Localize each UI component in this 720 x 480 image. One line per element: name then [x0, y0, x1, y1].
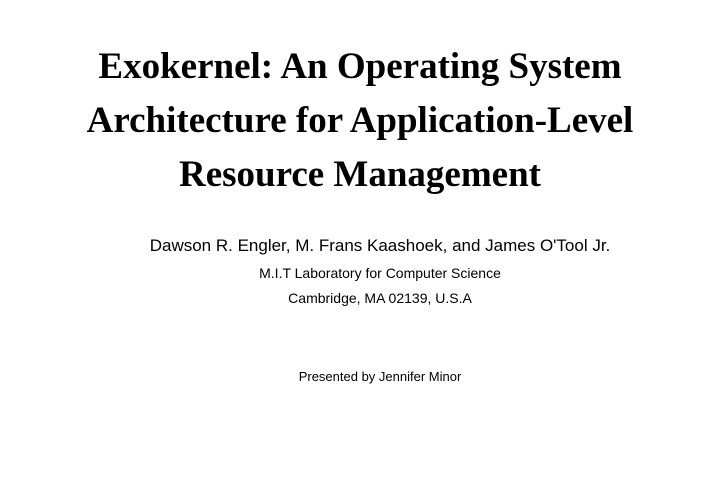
presenter-credit: Presented by Jennifer Minor: [298, 369, 462, 384]
affiliation-address: Cambridge, MA 02139, U.S.A: [288, 290, 472, 306]
author-list: Dawson R. Engler, M. Frans Kaashoek, and James O'Tool Jr.: [149, 236, 611, 255]
title-line: Architecture for Application-Level: [86, 100, 634, 141]
title-line: Resource Management: [178, 154, 542, 195]
slide-title: [0, 40, 720, 202]
title-line: Exokernel: An Operating System: [98, 46, 622, 87]
affiliation-institution: M.I.T Laboratory for Computer Science: [259, 265, 501, 281]
